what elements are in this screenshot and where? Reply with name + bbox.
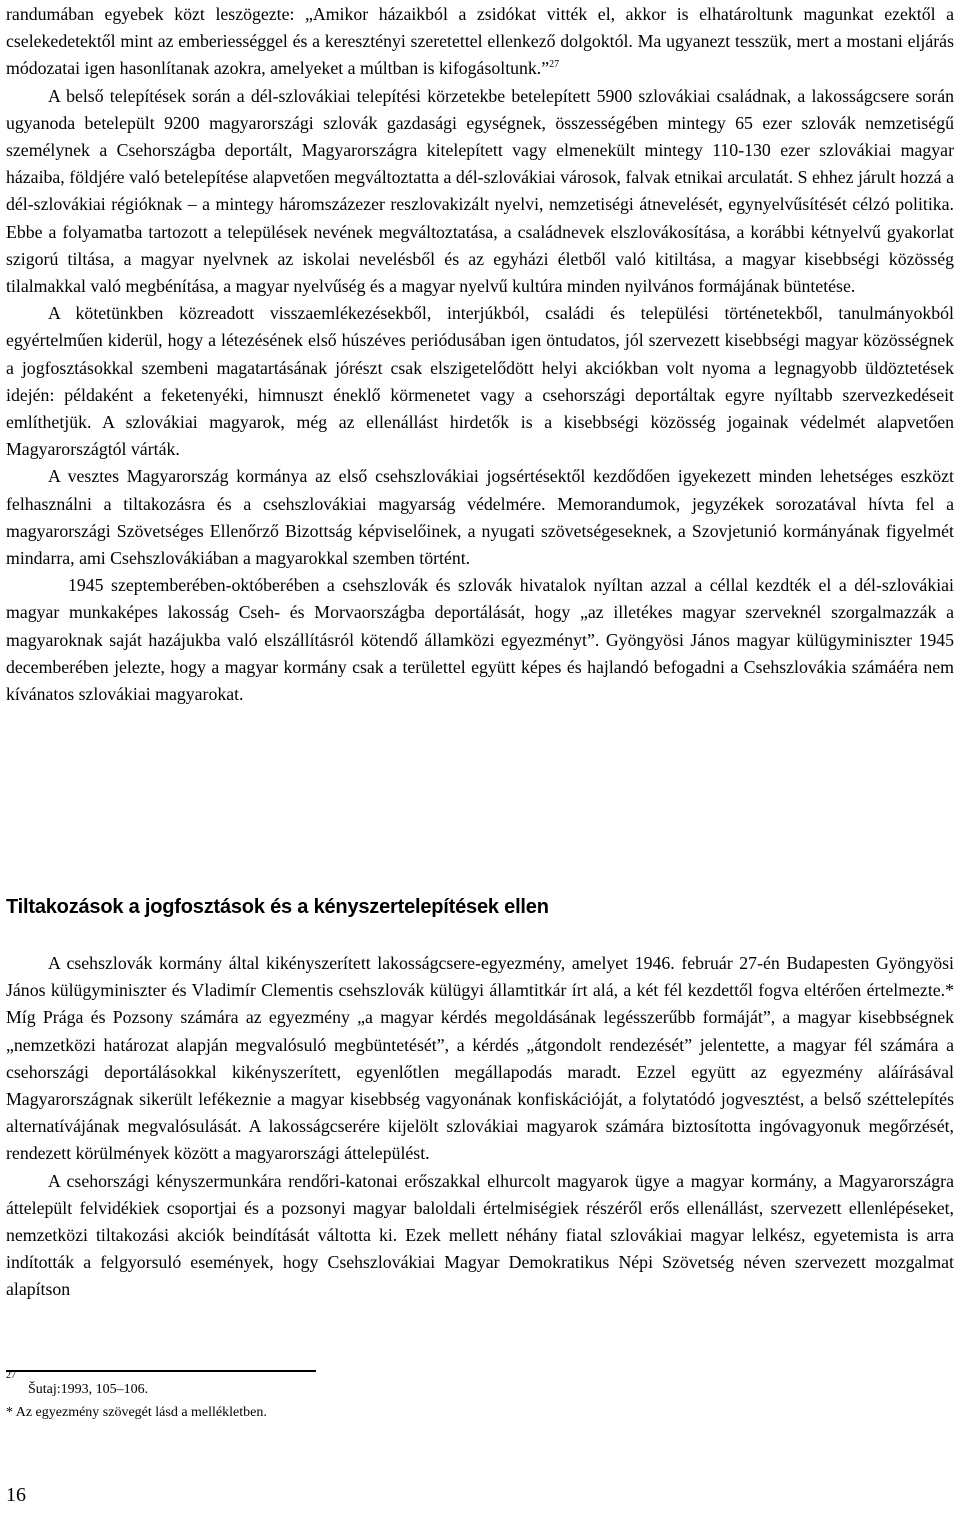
footnotes [6,1370,267,1424]
section-heading: Tiltakozások a jogfosztások és a kényszertelepítések ellen [6,896,549,918]
paragraph-6: A csehszlovák kormány által kikényszerített lakosságcsere-egyezmény, amelyet 1946. február 27-én Budapesten Gyöngyösi János külügyminiszter és Vladimír Clementis csehszlovák külügyi államtitkár írt alá, a két fél kezdettől fogva eltérően értelmezte.* Míg Prága és Pozsony számára az egyezmény „a magyar kérdés megoldásának legésszerűbb formáját”, a magyar kisebbségnek „nemzetközi határozat alapján megvalósuló megbüntetését”, a kérdés „átgondolt rendezését” jelentette, a magyar fél számára a csehországi deportálásokkal kikényszerített, egyenlőtlen megállapodás maradt. Ezzel együtt az egyezmény aláírásával Magyarországnak sikerült lefékeznie a magyar kisebbség vagyonának konfiskációját, a folytatódó jogvesztést, a belső széttelepítés alternatívájának megvalósulását. A lakosságcserére kijelölt szlovákiai magyarok számára biztosította ingóvagyonuk megőrzését, rendezett körülmények között a magyarországi áttelepülést. [6,953,954,1164]
footnote-ref-27[interactable]: 27 [549,59,560,71]
footnote-separator [6,1370,316,1372]
paragraph-1-text: randumában egyebek közt leszögezte: „Amikor házaikból a zsidókat vitték el, akkor is elhatároltunk magunkat ezektől a cselekedetektől mint az emberiességgel és a keresztényi szeretettel ellenkező dolgoktól. Ma ugyanezt tesszük, mert a mostani eljárás módozatai igen hasonlítanak azokra, amelyeket a múltban is kifogásoltunk.” [6,4,954,79]
footnote-star: * Az egyezmény szövegét lásd a mellékletben. [6,1405,267,1420]
text-block-upper [6,1,954,708]
paragraph-2: A belső telepítések során a dél-szlovákiai telepítési körzetekbe betelepített 5900 szlovákiai családnak, a lakosságcsere során ugyanoda betelepült 9200 magyarországi szlovák gazdasági egységnek, összességében mintegy 65 ezer szlovák nemzetiségű személynek a Csehországba deportált, Magyarországra kitelepített vagy elmenekült mintegy 110-130 ezer szlovákiai magyar házaiba, földjére való betelepítése alapvetően megváltoztatta a dél-szlovákiai városok, falvak etnikai arculatát. S ehhez járult hozzá a dél-szlovákiai régióknak – a mintegy háromszázezer reszlovakizált nyelvi, nemzetiségi átnevelését, egynyelvűsítését célzó politika. Ebbe a folyamatba tartozott a települések nevének megváltoztatása, a családnevek elszlovákosítása, a korábbi kétnyelvű gyakorlat szigorú tiltása, a magyar nyelvnek az iskolai nevelésből és az egyházi életből való kitiltása, a magyar kisebbségi közösség tilalmakkal való megbénítása, a magyar nyelvűség és a magyar nyelvű kultúra minden nyilvános formájának büntetése. [6,85,954,297]
page-number: 16 [6,1484,26,1506]
paragraph-4: A vesztes Magyarország kormánya az első csehszlovákiai jogsértésektől kezdődően igyekezett minden lehetséges eszközt felhasználni a tiltakozásra és a csehszlovákiai magyarság védelmére. Memorandumok, jegyzékek sorozatával hívta fel a magyarországi Szövetséges Ellenőrző Bizottság képviselőinek, a nyugati szövetségeseknek, a Szovjetunió kormányának figyelmét mindarra, ami Csehszlovákiában a magyarokkal szemben történt. [6,466,954,569]
paragraph-1 [6,1,954,83]
paragraph-3: A kötetünkben közreadott visszaemlékezésekből, interjúkból, családi és települési történetekből, tanulmányokból egyértelműen kiderül, hogy a létezésének első húszéves periódusában igen öntudatos, jól szervezett kisebbségi magyar közösségnek a jogfosztásokkal szembeni magatartásának jórészt csak elszigetelődött helyi akciókban volt nyoma a legnagyobb üldöztetések idején: példaként a feketenyéki, himnuszt éneklő körmenetet vagy a csehországi deportáltak egyre nyíltabb szervezkedéseit említhetjük. A szlovákiai magyarok, még az ellenállást hirdetők is a kisebbségi közösség jogainak védelmét alapvetően Magyarországtól várták. [6,303,954,460]
footnote-27 [6,1370,267,1401]
paragraph-5: 1945 szeptemberében-októberében a csehszlovák és szlovák hivatalok nyíltan azzal a céllal kezdték el a dél-szlovákiai magyar munkaképes lakosság Cseh- és Morvaországba deportálását, hogy „az illetékes magyar szerveknél szorgalmazzák a magyaroknak saját hazájukba való elszállításról kötendő államközi egyezményt”. Gyöngyösi János magyar külügyminiszter 1945 decemberében jelezte, hogy a magyar kormány csak a területtel együtt képes és hajlandó befogadni a Csehszlovákia számáéra nem kívánatos szlovákiai magyarokat. [6,575,954,705]
footnote-27-text: Šutaj:1993, 105–106. [28,1382,149,1397]
footnote-27-mark: 27 [6,1370,16,1381]
text-block-lower [6,950,954,1304]
paragraph-7: A csehországi kényszermunkára rendőri-katonai erőszakkal elhurcolt magyarok ügye a magyar kormány, a Magyarországra áttelepült felvidékiek csoportjai és a pozsonyi magyar baloldali értelmiségiek részéről erős ellenállást, szervezett ellenlépéseket, nemzetközi tiltakozási akciók beindítását váltotta ki. Ezek mellett néhány fiatal szlovákiai magyar lelkész, egyetemista is arra indították a felgyorsuló események, hogy Csehszlovákiai Magyar Demokratikus Népi Szövetség néven szervezett mozgalmat alapítson [6,1170,954,1300]
